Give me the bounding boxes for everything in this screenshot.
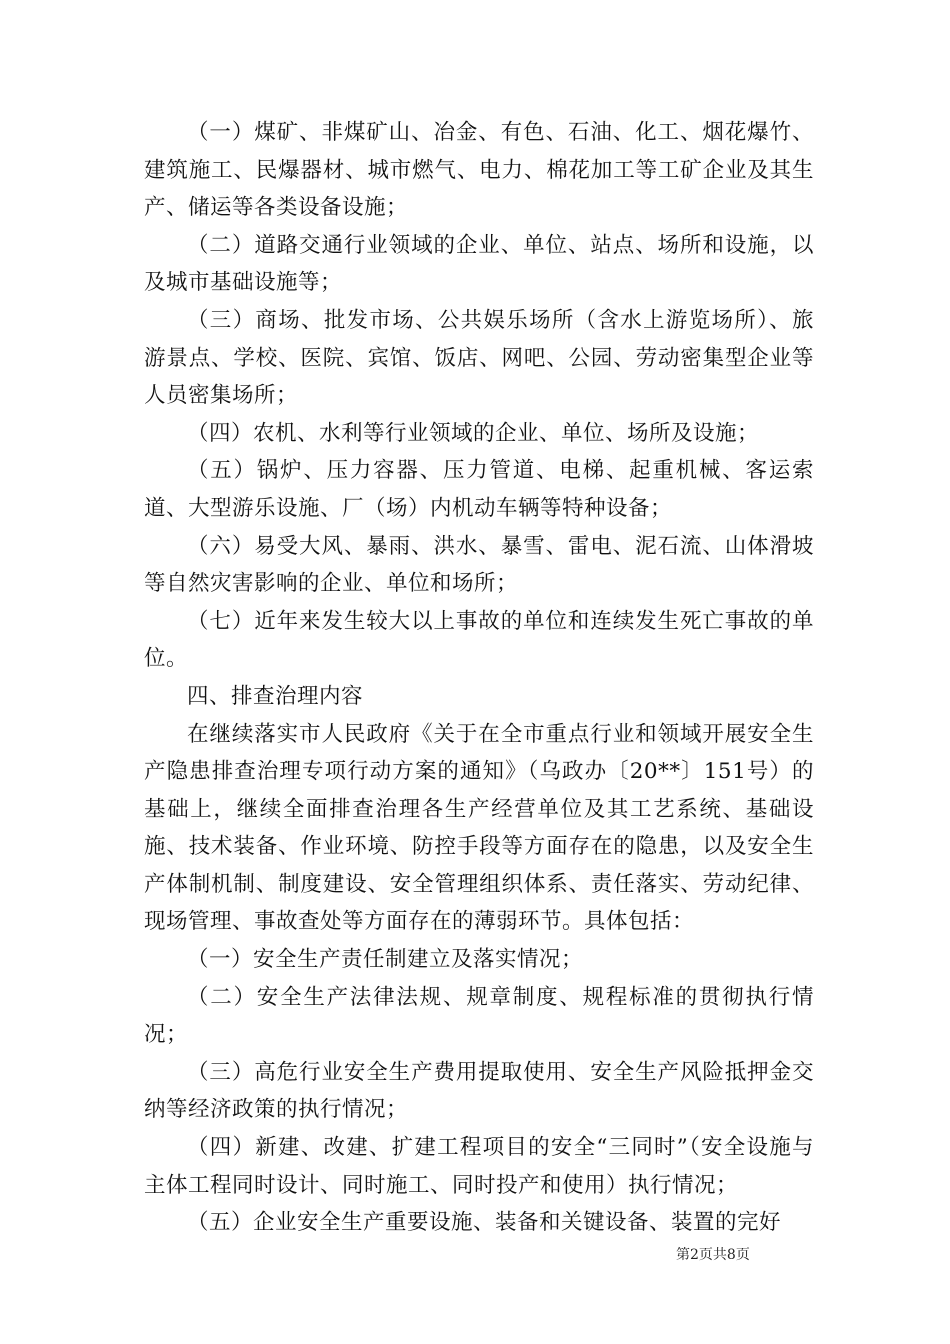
paragraph: （二）道路交通行业领域的企业、单位、站点、场所和设施，以及城市基础设施等； — [144, 232, 814, 296]
paragraph: （五）锅炉、压力容器、压力管道、电梯、起重机械、客运索道、大型游乐设施、厂（场）内机动车辆等特种设备； — [144, 458, 814, 521]
paragraph: （三）高危行业安全生产费用提取使用、安全生产风险抵押金交纳等经济政策的执行情况； — [144, 1059, 814, 1123]
paragraph: （三）商场、批发市场、公共娱乐场所（含水上游览场所）、旅游景点、学校、医院、宾馆、饭店、网吧、公园、劳动密集型企业等人员密集场所； — [144, 307, 814, 409]
section-heading: 四、排查治理内容 — [187, 683, 364, 709]
paragraph: （一）安全生产责任制建立及落实情况； — [187, 947, 584, 973]
paragraph: （六）易受大风、暴雨、洪水、暴雪、雷电、泥石流、山体滑坡等自然灾害影响的企业、单位和场所； — [144, 533, 814, 597]
paragraph: （七）近年来发生较大以上事故的单位和连续发生死亡事故的单位。 — [144, 608, 814, 672]
paragraph: （二）安全生产法律法规、规章制度、规程标准的贯彻执行情况； — [144, 984, 814, 1048]
paragraph: （四）新建、改建、扩建工程项目的安全“三同时”（安全设施与主体工程同时设计、同时施工、同时投产和使用）执行情况； — [144, 1135, 814, 1198]
paragraph: （五）企业安全生产重要设施、装备和关键设备、装置的完好 — [187, 1210, 782, 1236]
paragraph: 在继续落实市人民政府《关于在全市重点行业和领域开展安全生产隐患排查治理专项行动方案的通知》（乌政办〔20**〕151号）的基础上，继续全面排查治理各生产经营单位及其工艺系统、基础设施、技术装备、作业环境、防控手段等方面存在的隐患，以及安全生产体制机制、制度建设、安全管理组织体系、责任落实、劳动纪律、现场管理、事故查处等方面存在的薄弱环节。具体包括： — [144, 721, 814, 935]
paragraph: （四）农机、水利等行业领域的企业、单位、场所及设施； — [187, 420, 760, 446]
page-number: 第2页共8页 — [676, 1247, 750, 1263]
paragraph: （一）煤矿、非煤矿山、冶金、有色、石油、化工、烟花爆竹、建筑施工、民爆器材、城市燃气、电力、棉花加工等工矿企业及其生产、储运等各类设备设施； — [144, 120, 814, 221]
body-text — [144, 114, 814, 1242]
